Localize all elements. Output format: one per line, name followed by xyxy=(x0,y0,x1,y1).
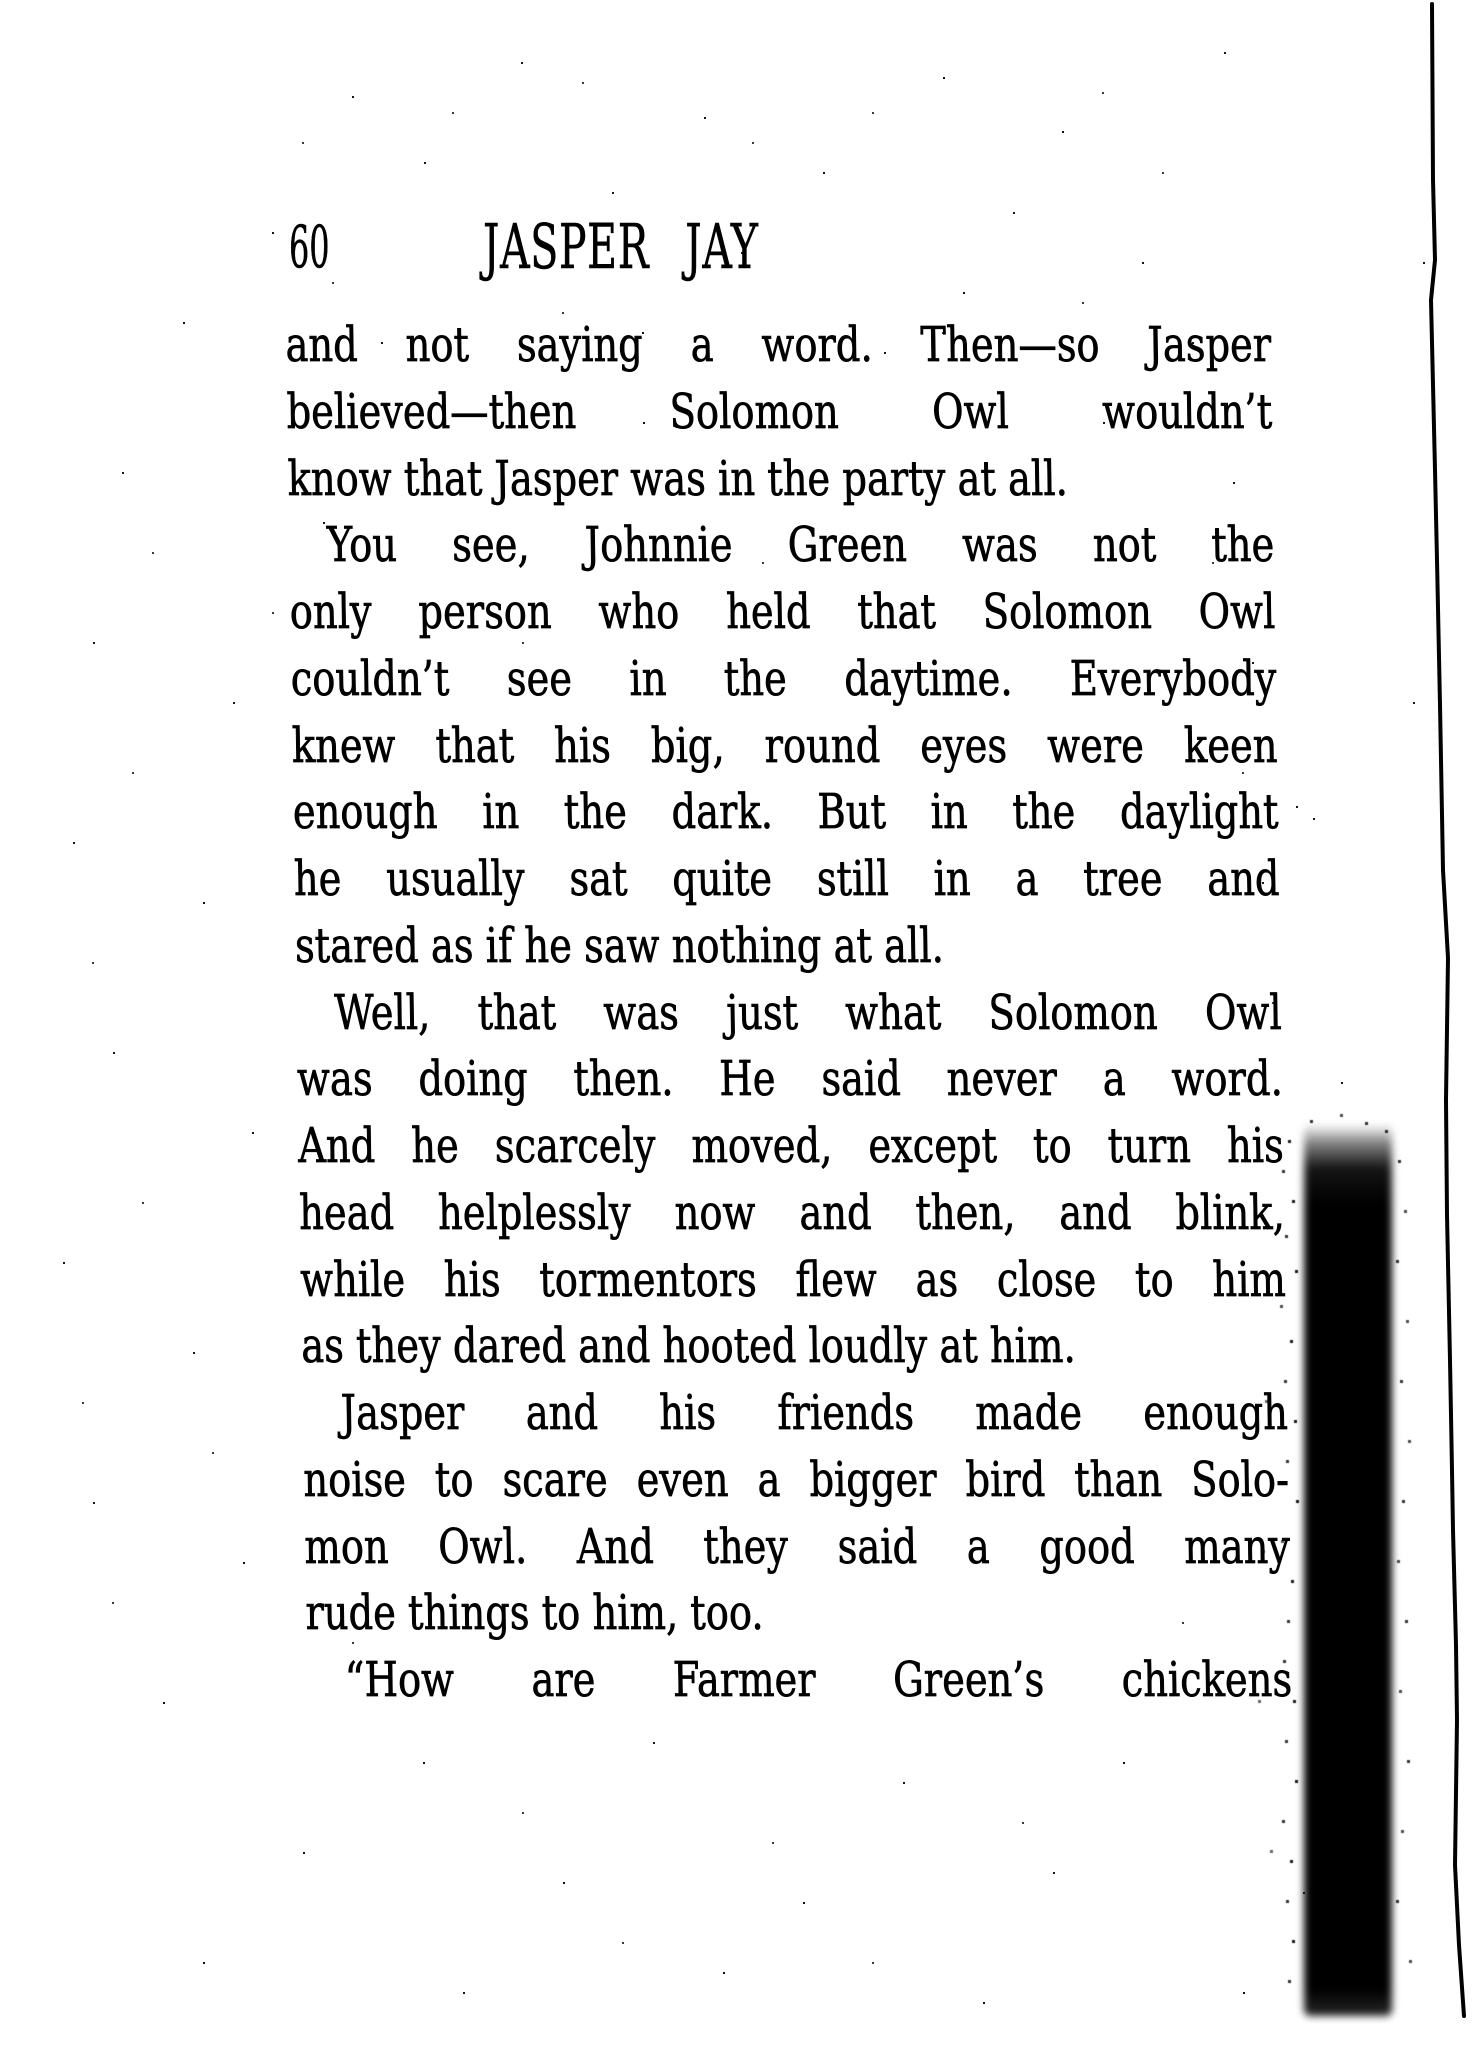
text-line: stared as if he saw nothing at all. xyxy=(294,917,945,974)
text-line: You see, Johnnie Green was not the xyxy=(326,517,1275,574)
text-line: was doing then. He said never a word. xyxy=(296,1051,1284,1108)
text-line: while his tormentors flew as close to him xyxy=(299,1251,1287,1308)
text-line: noise to scare even a bigger bird than Solo- xyxy=(302,1451,1290,1508)
text-line: knew that his big, round eyes were keen xyxy=(291,717,1278,774)
text-line: he usually sat quite still in a tree and xyxy=(293,851,1280,907)
running-title: JASPER JAY xyxy=(483,210,759,283)
text-line: couldn’t see in the daytime. Everybody xyxy=(290,650,1277,707)
text-line: Jasper and his friends made enough xyxy=(340,1385,1289,1441)
text-line: know that Jasper was in the party at all. xyxy=(287,450,1069,507)
gutter-smudge-speckle xyxy=(0,0,3,3)
text-line: as they dared and hooted loudly at him. xyxy=(300,1318,1077,1375)
text-line: believed—then Solomon Owl wouldn’t xyxy=(286,383,1273,440)
text-line: rude things to him, too. xyxy=(305,1585,764,1642)
text-block xyxy=(285,312,1293,1714)
text-line: Well, that was just what Solomon Owl xyxy=(333,984,1283,1041)
page-number: 60 xyxy=(289,213,330,281)
gutter-smudge xyxy=(1304,1124,1392,2016)
text-line: head helplessly now and then, and blink, xyxy=(298,1184,1286,1241)
text-line: “How are Farmer Green’s chickens xyxy=(344,1652,1293,1708)
text-line: And he scarcely moved, except to turn his xyxy=(297,1118,1285,1174)
text-line: mon Owl. And they said a good many xyxy=(303,1518,1291,1575)
text-line: only person who held that Solomon Owl xyxy=(289,584,1276,640)
text-line: enough in the dark. But in the daylight xyxy=(292,784,1279,841)
text-line: and not saying a word. Then—so Jasper xyxy=(285,317,1272,373)
